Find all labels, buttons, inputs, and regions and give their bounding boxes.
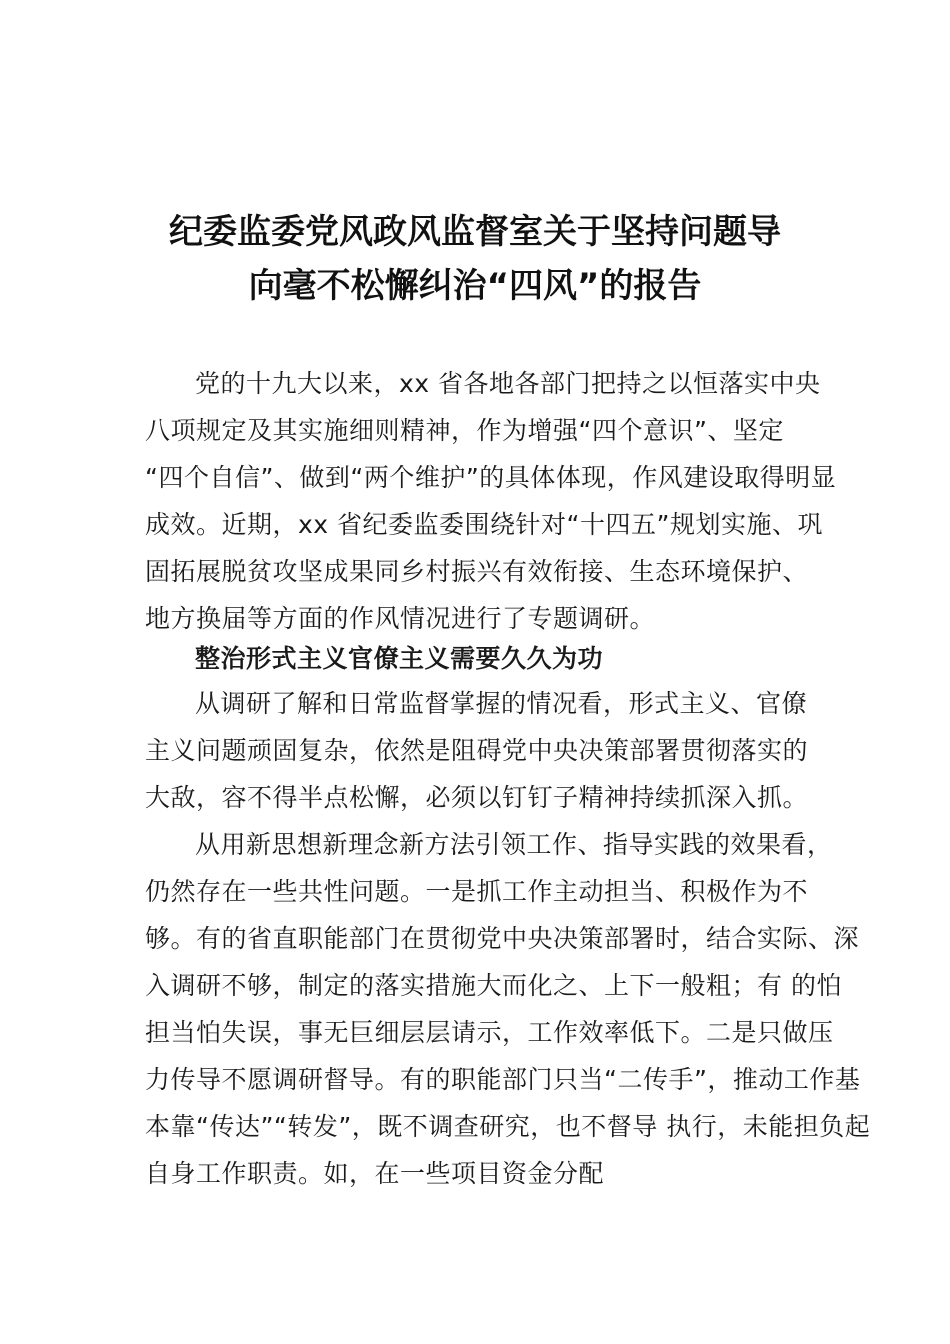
- paragraph-3-line-8: 自身工作职责。如，在一些项目资金分配: [145, 1159, 605, 1188]
- paragraph-1-line-5: 固拓展脱贫攻坚成果同乡村振兴有效衔接、生态环境保护、: [145, 557, 809, 586]
- paragraph-1-line-4: 成效。近期，xx 省纪委监委围绕针对“十四五”规划实施、巩: [145, 510, 823, 539]
- paragraph-2-line-1: 从调研了解和日常监督掌握的情况看，形式主义、官僚: [195, 689, 808, 718]
- paragraph-3-line-3: 够。有的省直职能部门在贯彻党中央决策部署时，结合实际、深: [145, 924, 860, 953]
- paragraph-3-line-7: 本靠“传达”“转发”，既不调查研究，也不督导 执行，未能担负起: [145, 1112, 871, 1141]
- document-title-line-2: 向毫不松懈纠治“四风”的报告: [248, 266, 702, 306]
- document-title-line-1: 纪委监委党风政风监督室关于坚持问题导: [169, 212, 781, 252]
- paragraph-1-line-3: “四个自信”、做到“两个维护”的具体体现，作风建设取得明显: [145, 463, 837, 492]
- paragraph-1-line-1: 党的十九大以来，xx 省各地各部门把持之以恒落实中央: [195, 369, 821, 398]
- paragraph-3-line-4: 入调研不够，制定的落实措施大而化之、上下一般粗；有 的怕: [145, 971, 842, 1000]
- paragraph-3-line-5: 担当怕失误，事无巨细层层请示，工作效率低下。二是只做压: [145, 1018, 834, 1047]
- paragraph-1-line-6: 地方换届等方面的作风情况进行了专题调研。: [145, 604, 656, 633]
- paragraph-3-line-6: 力传导不愿调研督导。有的职能部门只当“二传手”，推动工作基: [145, 1065, 861, 1094]
- paragraph-2-line-2: 主义问题顽固复杂，依然是阻碍党中央决策部署贯彻落实的: [145, 736, 809, 765]
- paragraph-2-line-3: 大敌，容不得半点松懈，必须以钉钉子精神持续抓深入抓。: [145, 783, 809, 812]
- paragraph-1-line-2: 八项规定及其实施细则精神，作为增强“四个意识”、坚定: [145, 416, 784, 445]
- section-heading: 整治形式主义官僚主义需要久久为功: [195, 644, 604, 673]
- paragraph-3-line-2: 仍然存在一些共性问题。一是抓工作主动担当、积极作为不: [145, 877, 809, 906]
- paragraph-3-line-1: 从用新思想新理念新方法引领工作、指导实践的效果看，: [195, 830, 833, 859]
